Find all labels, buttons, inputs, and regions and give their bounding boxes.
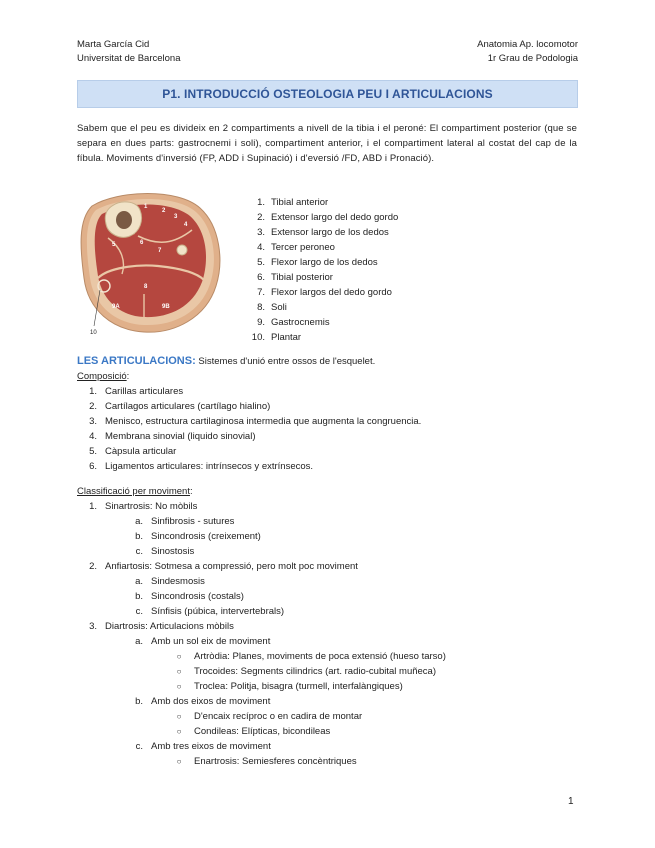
header-right [378,38,578,66]
list-item: c. Amb tres eixos de moviment [135,741,271,752]
list-item: ○ Artròdia: Planes, moviments de poca extensió (hueso tarso) [176,651,446,662]
fibula-bone [177,245,187,255]
fig-label-4: 4 [184,222,188,228]
degree-name: 1r Grau de Podologia [487,53,578,64]
fig-label-3: 3 [174,214,178,220]
tibia-marrow [116,211,132,229]
course-name: Anatomia Ap. locomotor [477,39,578,50]
section-heading-text: Sistemes d'unió entre ossos de l'esquelet. [198,356,376,367]
author-name: Marta García Cid [77,39,150,50]
list-item: 1. Carillas articulares [89,386,184,397]
list-item: 1. Sinartrosis: No mòbils [89,501,198,512]
list-item: ○ Condileas: Elípticas, bicondileas [176,726,331,737]
list-item: b. Sincondrosis (creixement) [135,531,261,542]
list-item: 1. Tibial anterior [257,197,329,208]
list-item: ○ D'encaix recíproc o en cadira de montar [176,711,363,722]
list-item: 2. Cartílagos articulares (cartílago hialino) [89,401,271,412]
leg-cross-section-figure [78,186,228,338]
fig-label-9b: 9B [162,304,170,310]
list-item: 6. Ligamentos articulares: intrínsecos y extrínsecos. [89,461,314,472]
list-item: 5. Flexor largo de los dedos [257,257,378,268]
composicio-section: Composició: 1. Carillas articulares 2. Cartílagos articulares (cartílago hialino) 3. Menisco, estructura cartilaginosa intermedia que augmenta la congruencia. 4. Membrana sinovial (liquido sinovial) 5. Càpsula articular 6. Ligamentos articulares: intrínsecos y extrínsecos. [77,371,422,472]
header-left [77,38,181,66]
classificacio-label: Classificació per moviment [77,486,190,497]
list-item: c. Sínfisis (púbica, intervertebrals) [135,606,285,617]
list-item: a. Sinfibrosis - sutures [135,516,235,527]
page-number: 1 [568,796,574,807]
list-item: 4. Tercer peroneo [257,242,335,253]
muscle-list [243,195,463,345]
section-heading [77,353,375,370]
fig-label-7: 7 [158,248,162,254]
list-item: 3. Diartrosis: Articulacions mòbils [89,621,234,632]
list-item: a. Amb un sol eix de moviment [135,636,271,647]
university-name: Universitat de Barcelona [77,53,181,64]
list-item: 3. Menisco, estructura cartilaginosa intermedia que augmenta la congruencia. [89,416,422,427]
section-heading-title: LES ARTICULACIONS: [77,355,196,367]
list-item: ○ Trocoides: Segments cilindrics (art. radio-cubital muñeca) [176,666,436,677]
list-item: 8. Soli [257,302,287,313]
fig-label-2: 2 [162,208,166,214]
fig-label-6: 6 [140,240,144,246]
list-item: 3. Extensor largo de los dedos [257,227,389,238]
list-item: c. Sinostosis [135,546,195,557]
list-item: 4. Membrana sinovial (liquido sinovial) [89,431,256,442]
list-item: ○ Troclea: Politja, bisagra (turmell, interfalàngiques) [176,681,403,692]
list-item: ○ Enartrosis: Semiesferes concèntriques [176,756,357,767]
list-item: 6. Tibial posterior [257,272,333,283]
fig-label-5: 5 [112,242,116,248]
composicio-label: Composició [77,371,127,382]
fig-label-10: 10 [90,330,97,336]
fig-label-8: 8 [144,284,148,290]
classificacio-section: Classificació per moviment: 1. Sinartrosis: No mòbils a. Sinfibrosis - sutures b. Sincondrosis (creixement) c. Sinostosis 2. Anfiartosis: Sotmesa a compressió, pero molt poc moviment a. Sindesmosis b. Sincondrosis (costals) c. Sínfisis (púbica, intervertebrals) 3. Diartrosis: Articulacions mòbils a. Amb un sol eix de moviment ○ Artròdia: Planes, moviments de poca extensió (hueso tarso) ○ Trocoides: Segments cilindrics (art. radio-cubital muñeca) ○ Troclea: Politja, bisagra (turmell, interfalàngiques) b. Amb dos eixos de moviment ○ D'encaix recíproc o en cadira de montar ○ Condileas: Elípticas, bicondileas c. Amb tres eixos de moviment ○ Enartrosis: Semiesferes concèntriques [77,486,446,767]
fig-label-9a: 9A [112,304,120,310]
list-item: 2. Extensor largo del dedo gordo [257,212,399,223]
list-item: 2. Anfiartosis: Sotmesa a compressió, pero molt poc moviment [89,561,358,572]
list-item: a. Sindesmosis [135,576,205,587]
fig-label-1: 1 [144,204,148,210]
list-item: 9. Gastrocnemis [257,317,330,328]
list-item: 5. Càpsula articular [89,446,177,457]
list-item: 10. Plantar [251,332,302,343]
intro-paragraph: Sabem que el peu es divideix en 2 compartiments a nivell de la tibia i el peroné: El compartiment posterior (que se separa en dues parts: gastrocnemi i soli), compartiment anterior, i el compartiment lateral al costat del cap de la fíbula. Moviments d'inversió (FP, ADD i Supinació) i d'eversió /FD, ABD i Pronació). [77,123,577,164]
page-title: P1. INTRODUCCIÓ OSTEOLOGIA PEU I ARTICULACIONS [162,87,493,101]
title-box [77,80,578,108]
list-item: b. Amb dos eixos de moviment [135,696,271,707]
list-item: 7. Flexor largos del dedo gordo [257,287,392,298]
list-item: b. Sincondrosis (costals) [135,591,244,602]
